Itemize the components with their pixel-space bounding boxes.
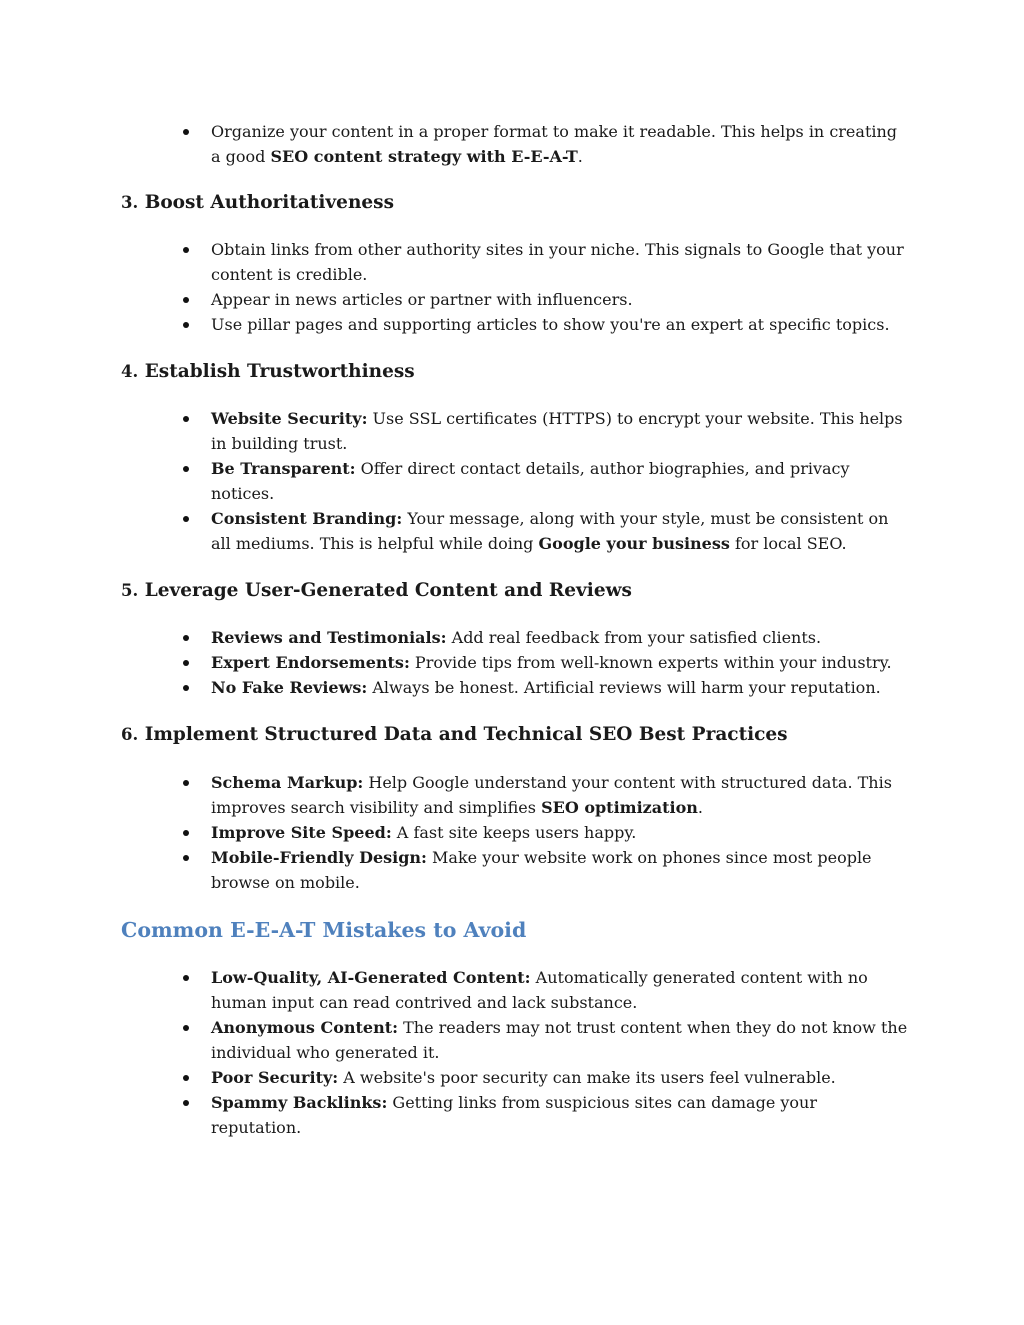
section-heading-4 (121, 359, 911, 385)
bullet-icon (183, 1025, 189, 1031)
item-text: Offer direct contact details, author biographies, and privacy notices. (211, 459, 850, 503)
list-item (121, 119, 911, 169)
item-text: Always be honest. Artificial reviews will harm your reputation. (367, 678, 881, 697)
item-lead: Reviews and Testimonials: (211, 628, 447, 647)
list-item (121, 1090, 911, 1140)
item-lead: Low-Quality, AI-Generated Content: (211, 968, 531, 987)
item-text: A website's poor security can make its users feel vulnerable. (338, 1068, 836, 1087)
item-text: Make your website work on phones since most people browse on mobile. (211, 848, 872, 892)
item-lead: Improve Site Speed: (211, 823, 392, 842)
item-text: Your message, along with your style, must be consistent on all mediums. This is helpful while doing (211, 509, 889, 553)
section-heading-6 (121, 722, 911, 748)
list-item (121, 845, 911, 895)
item-lead: Poor Security: (211, 1068, 339, 1087)
intro-bullet-list (121, 119, 911, 169)
bullet-icon (183, 855, 189, 861)
item-text: Help Google understand your content with structured data. This improves search visibility and simplifies (211, 773, 892, 817)
list-item (121, 625, 911, 650)
section-title: Implement Structured Data and Technical SEO Best Practices (144, 724, 788, 745)
section-number: 3. (121, 193, 139, 212)
bullet-icon (183, 466, 189, 472)
mistakes-heading: Common E-E-A-T Mistakes to Avoid (121, 918, 527, 942)
bullet-icon (183, 516, 189, 522)
bullet-icon (183, 685, 189, 691)
item-text: Use SSL certificates (HTTPS) to encrypt your website. This helps in building trust. (211, 409, 903, 453)
item-bold-text: SEO optimization (541, 798, 698, 817)
item-text: A fast site keeps users happy. (391, 823, 637, 842)
bullet-icon (183, 1100, 189, 1106)
bullet-icon (183, 322, 189, 328)
section-title: Establish Trustworthiness (144, 361, 415, 382)
section-6-list (121, 770, 911, 895)
section-4-list (121, 406, 911, 556)
section-3-list (121, 237, 911, 337)
item-text: Getting links from suspicious sites can damage your reputation. (211, 1093, 818, 1137)
bullet-icon (183, 247, 189, 253)
section-title: Boost Authoritativeness (144, 192, 394, 213)
section-number: 5. (121, 581, 139, 600)
item-text: Organize your content in a proper format to make it readable. This helps in creating a good (211, 122, 898, 166)
bullet-icon (183, 297, 189, 303)
list-item (121, 770, 911, 820)
item-lead: Expert Endorsements: (211, 653, 410, 672)
document-content (121, 119, 911, 1140)
list-item (121, 287, 911, 312)
section-number: 6. (121, 725, 139, 744)
list-item (121, 237, 911, 287)
item-text: Use pillar pages and supporting articles to show you're an expert at specific topics. (211, 315, 890, 334)
section-heading-3 (121, 190, 911, 216)
section-title: Leverage User-Generated Content and Reviews (144, 580, 632, 601)
item-text: Appear in news articles or partner with influencers. (211, 290, 633, 309)
bullet-icon (183, 635, 189, 641)
item-text: Add real feedback from your satisfied clients. (446, 628, 822, 647)
item-lead: Consistent Branding: (211, 509, 403, 528)
mistakes-list (121, 965, 911, 1140)
item-lead: Be Transparent: (211, 459, 356, 478)
list-item (121, 506, 911, 556)
item-text: The readers may not trust content when they do not know the individual who generated it. (211, 1018, 908, 1062)
list-item (121, 650, 911, 675)
item-text: Automatically generated content with no human input can read contrived and lack substance. (211, 968, 868, 1012)
item-text: Provide tips from well-known experts within your industry. (409, 653, 892, 672)
item-lead: No Fake Reviews: (211, 678, 368, 697)
item-bold-text: Google your business (538, 534, 730, 553)
list-item (121, 312, 911, 337)
list-item (121, 1065, 911, 1090)
section-heading-5 (121, 578, 911, 604)
list-item (121, 965, 911, 1015)
section-5-list (121, 625, 911, 700)
item-lead: Spammy Backlinks: (211, 1093, 388, 1112)
bullet-icon (183, 416, 189, 422)
item-bold-text: SEO content strategy with E-E-A-T (270, 147, 578, 166)
item-text: Obtain links from other authority sites in your niche. This signals to Google that your content is credible. (211, 240, 904, 284)
item-lead: Anonymous Content: (211, 1018, 398, 1037)
list-item (121, 675, 911, 700)
bullet-icon (183, 129, 189, 135)
list-item (121, 820, 911, 845)
item-lead: Website Security: (211, 409, 368, 428)
bullet-icon (183, 780, 189, 786)
section-number: 4. (121, 362, 139, 381)
item-text: . (577, 147, 583, 166)
bullet-icon (183, 830, 189, 836)
item-lead: Schema Markup: (211, 773, 364, 792)
item-text: . (697, 798, 703, 817)
bullet-icon (183, 975, 189, 981)
bullet-icon (183, 660, 189, 666)
list-item (121, 456, 911, 506)
item-text: for local SEO. (729, 534, 847, 553)
list-item (121, 1015, 911, 1065)
bullet-icon (183, 1075, 189, 1081)
item-lead: Mobile-Friendly Design: (211, 848, 427, 867)
list-item (121, 406, 911, 456)
